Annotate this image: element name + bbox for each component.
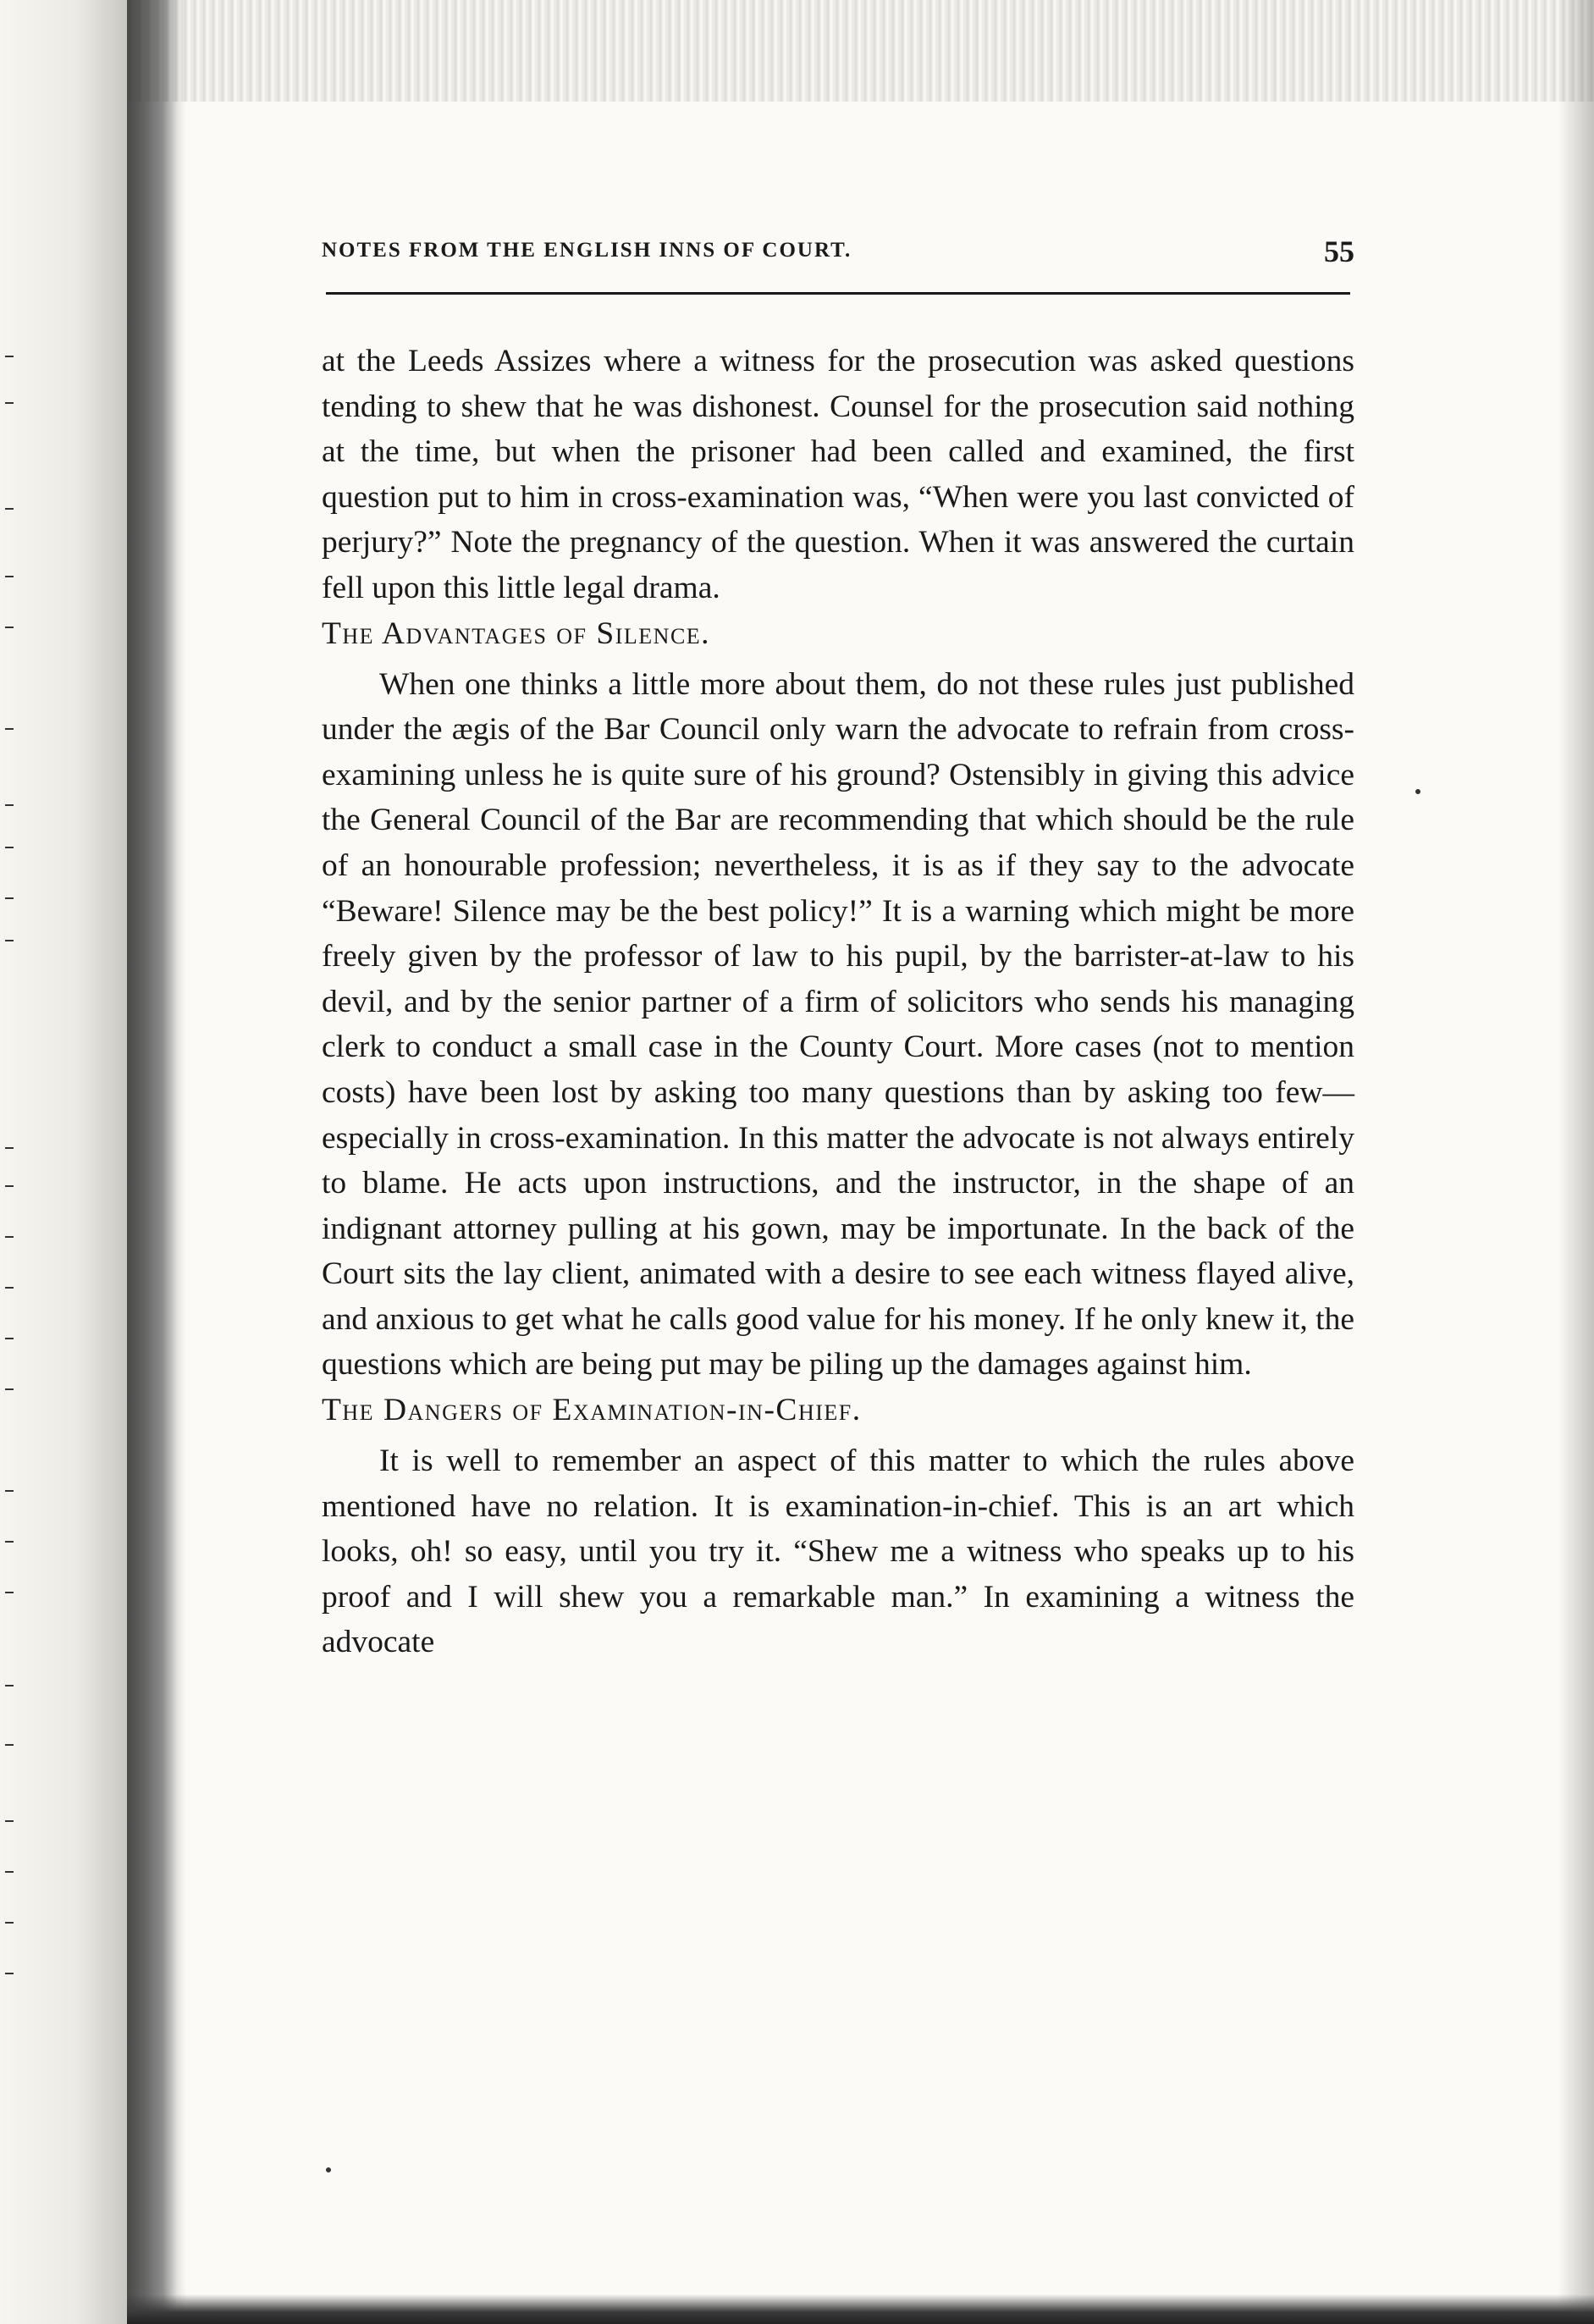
binding-shadow bbox=[127, 0, 186, 2324]
margin-mark bbox=[5, 1147, 14, 1149]
running-head: NOTES FROM THE ENGLISH INNS OF COURT. bbox=[322, 239, 852, 262]
margin-mark bbox=[5, 627, 14, 628]
section-heading-dangers-of-examination: The Dangers of Examination-in-Chief. bbox=[322, 1393, 862, 1428]
paragraph-examination-in-chief: It is well to remember an aspect of this matter to which the rules above mentioned have no relation. It is examination-in-chief. This is an art which looks, oh! so easy, until you try it. “Shew me a witness who speaks up to his proof and I will shew you a remarkable man.” In examining a witness the advocate bbox=[322, 1444, 1354, 1660]
margin-mark bbox=[5, 576, 14, 577]
ink-speck bbox=[1415, 789, 1420, 794]
ink-speck bbox=[326, 2167, 331, 2172]
margin-mark bbox=[5, 728, 14, 730]
margin-mark bbox=[5, 1820, 14, 1822]
margin-mark bbox=[5, 804, 14, 806]
margin-mark bbox=[5, 1744, 14, 1746]
section-heading-advantages-of-silence: The Advantages of Silence. bbox=[322, 616, 711, 651]
scan-noise-top bbox=[127, 0, 1594, 102]
margin-mark bbox=[5, 1236, 14, 1238]
margin-mark bbox=[5, 1388, 14, 1390]
margin-mark bbox=[5, 847, 14, 848]
margin-mark bbox=[5, 1922, 14, 1924]
body-text bbox=[322, 339, 1354, 1665]
margin-mark bbox=[5, 897, 14, 899]
margin-mark bbox=[5, 940, 14, 941]
margin-mark bbox=[5, 1973, 14, 1974]
margin-mark bbox=[5, 1592, 14, 1593]
margin-mark bbox=[5, 1490, 14, 1492]
page-number: 55 bbox=[1324, 235, 1354, 268]
paragraph-silence: When one thinks a little more about them, do not these rules just published under the ægis of the Bar Council only warn the advocate to refrain from cross-examining unless he is quite sure of his ground? Ostensibly in giving this advice the General Council of the Bar are recommending that which should be the rule of an honourable profession; nevertheless, it is as if they say to the advocate “Beware! Silence may be the best policy!” It is a warning which might be more freely given by the professor of law to his pupil, by the barrister-at-law to his devil, and by the senior partner of a firm of solicitors who sends his managing clerk to conduct a small case in the County Court. More cases (not to mention costs) have been lost by asking too many questions than by asking too few—especially in cross-examination. In this matter the advocate is not always entirely to blame. He acts upon instructions, and the instructor, in the shape of an indignant attorney pulling at his gown, may be importunate. In the back of the Court sits the lay client, animated with a desire to see each witness flayed alive, and anxious to get what he calls good value for his money. If he only knew it, the questions which are being put may be piling up the damages against him. bbox=[322, 666, 1354, 1383]
margin-mark bbox=[5, 1338, 14, 1339]
margin-mark bbox=[5, 1685, 14, 1686]
page-header bbox=[322, 235, 1354, 273]
page-right-edge bbox=[1558, 0, 1594, 2324]
margin-mark bbox=[5, 508, 14, 510]
margin-mark bbox=[5, 402, 14, 404]
margin-mark bbox=[5, 1287, 14, 1289]
margin-mark bbox=[5, 1185, 14, 1187]
header-rule bbox=[326, 292, 1350, 295]
page-left-margin bbox=[0, 0, 127, 2324]
margin-mark bbox=[5, 1871, 14, 1873]
paragraph-continuation: at the Leeds Assizes where a witness for the prosecution was asked questions tending to shew that he was dishonest. Counsel for the prosecution said nothing at the time, but when the prisoner had been called and examined, the first question put to him in cross-examination was, “When were you last convicted of perjury?” Note the pregnancy of the question. When it was answered the curtain fell upon this little legal drama. bbox=[322, 344, 1354, 605]
scan-noise-bottom bbox=[127, 2294, 1594, 2324]
margin-mark bbox=[5, 1541, 14, 1543]
margin-mark bbox=[5, 356, 14, 357]
